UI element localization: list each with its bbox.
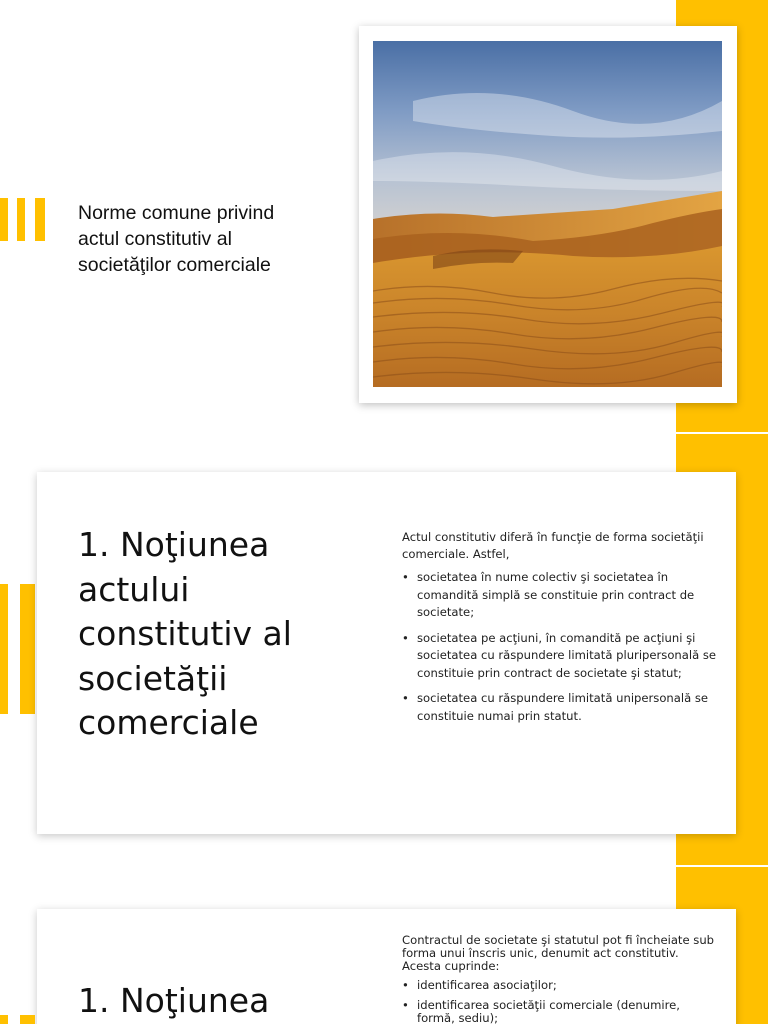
slide-notion (0, 432, 768, 865)
bullet-icon: • (402, 978, 409, 992)
intro-paragraph: Actul constitutiv diferă în funcţie de forma societăţii comerciale. Astfel, (402, 530, 704, 561)
title-line: 1. Noţiunea (78, 525, 270, 564)
accent-stripe (35, 198, 45, 241)
presentation-title (78, 200, 348, 278)
list-item (402, 690, 718, 725)
list-item-text: societatea cu răspundere limitată unipersonală se constituie numai prin statut. (417, 691, 709, 723)
title-line: 1. Noţiunea (78, 981, 270, 1020)
list-item-text: societatea în nume colectiv şi societatea în comandită simplă se constituie prin contract de societate; (417, 570, 695, 619)
accent-stripe (20, 1015, 35, 1024)
desert-photo (373, 41, 722, 387)
bullet-icon: • (402, 998, 409, 1012)
title-line: actului (78, 569, 190, 609)
accent-stripe (17, 198, 25, 241)
title-line: comerciale (78, 703, 259, 742)
slide-notion-continued (0, 865, 768, 1024)
accent-stripe (0, 584, 8, 714)
bullet-icon: • (402, 691, 409, 705)
bullet-list (402, 979, 718, 1024)
bullet-icon: • (402, 570, 409, 584)
section-body (402, 529, 718, 733)
photo-frame (359, 26, 737, 403)
slide-title (0, 0, 768, 432)
list-item-text: identificarea asociaţilor; (417, 978, 557, 992)
section-title (78, 523, 358, 746)
title-line: societăţii (78, 658, 228, 698)
list-item (402, 979, 718, 992)
section-title (78, 979, 358, 1024)
title-line: constitutiv al (78, 614, 292, 653)
title-line: societăţilor comerciale (78, 254, 271, 276)
list-item (402, 569, 718, 622)
intro-paragraph: Contractul de societate şi statutul pot fi încheiate sub forma unui înscris unic, denumit act constitutiv. Acesta cuprinde: (402, 933, 715, 973)
list-item (402, 999, 718, 1024)
accent-stripe (20, 584, 35, 714)
accent-stripe (0, 198, 8, 241)
accent-stripe (0, 1015, 8, 1024)
bullet-list (402, 569, 718, 725)
list-item-text: societatea pe acţiuni, în comandită pe acţiuni şi societatea cu răspundere limitată pluripersonală se constituie prin contract de societate şi statut; (417, 630, 717, 680)
section-body (402, 934, 718, 1024)
list-item-text: identificarea societăţii comerciale (denumire, formă, sediu); (417, 998, 680, 1024)
title-line: actul constitutiv al (78, 228, 232, 250)
list-item (402, 630, 718, 683)
bullet-icon: • (402, 630, 409, 645)
title-line: Norme comune privind (78, 202, 275, 224)
